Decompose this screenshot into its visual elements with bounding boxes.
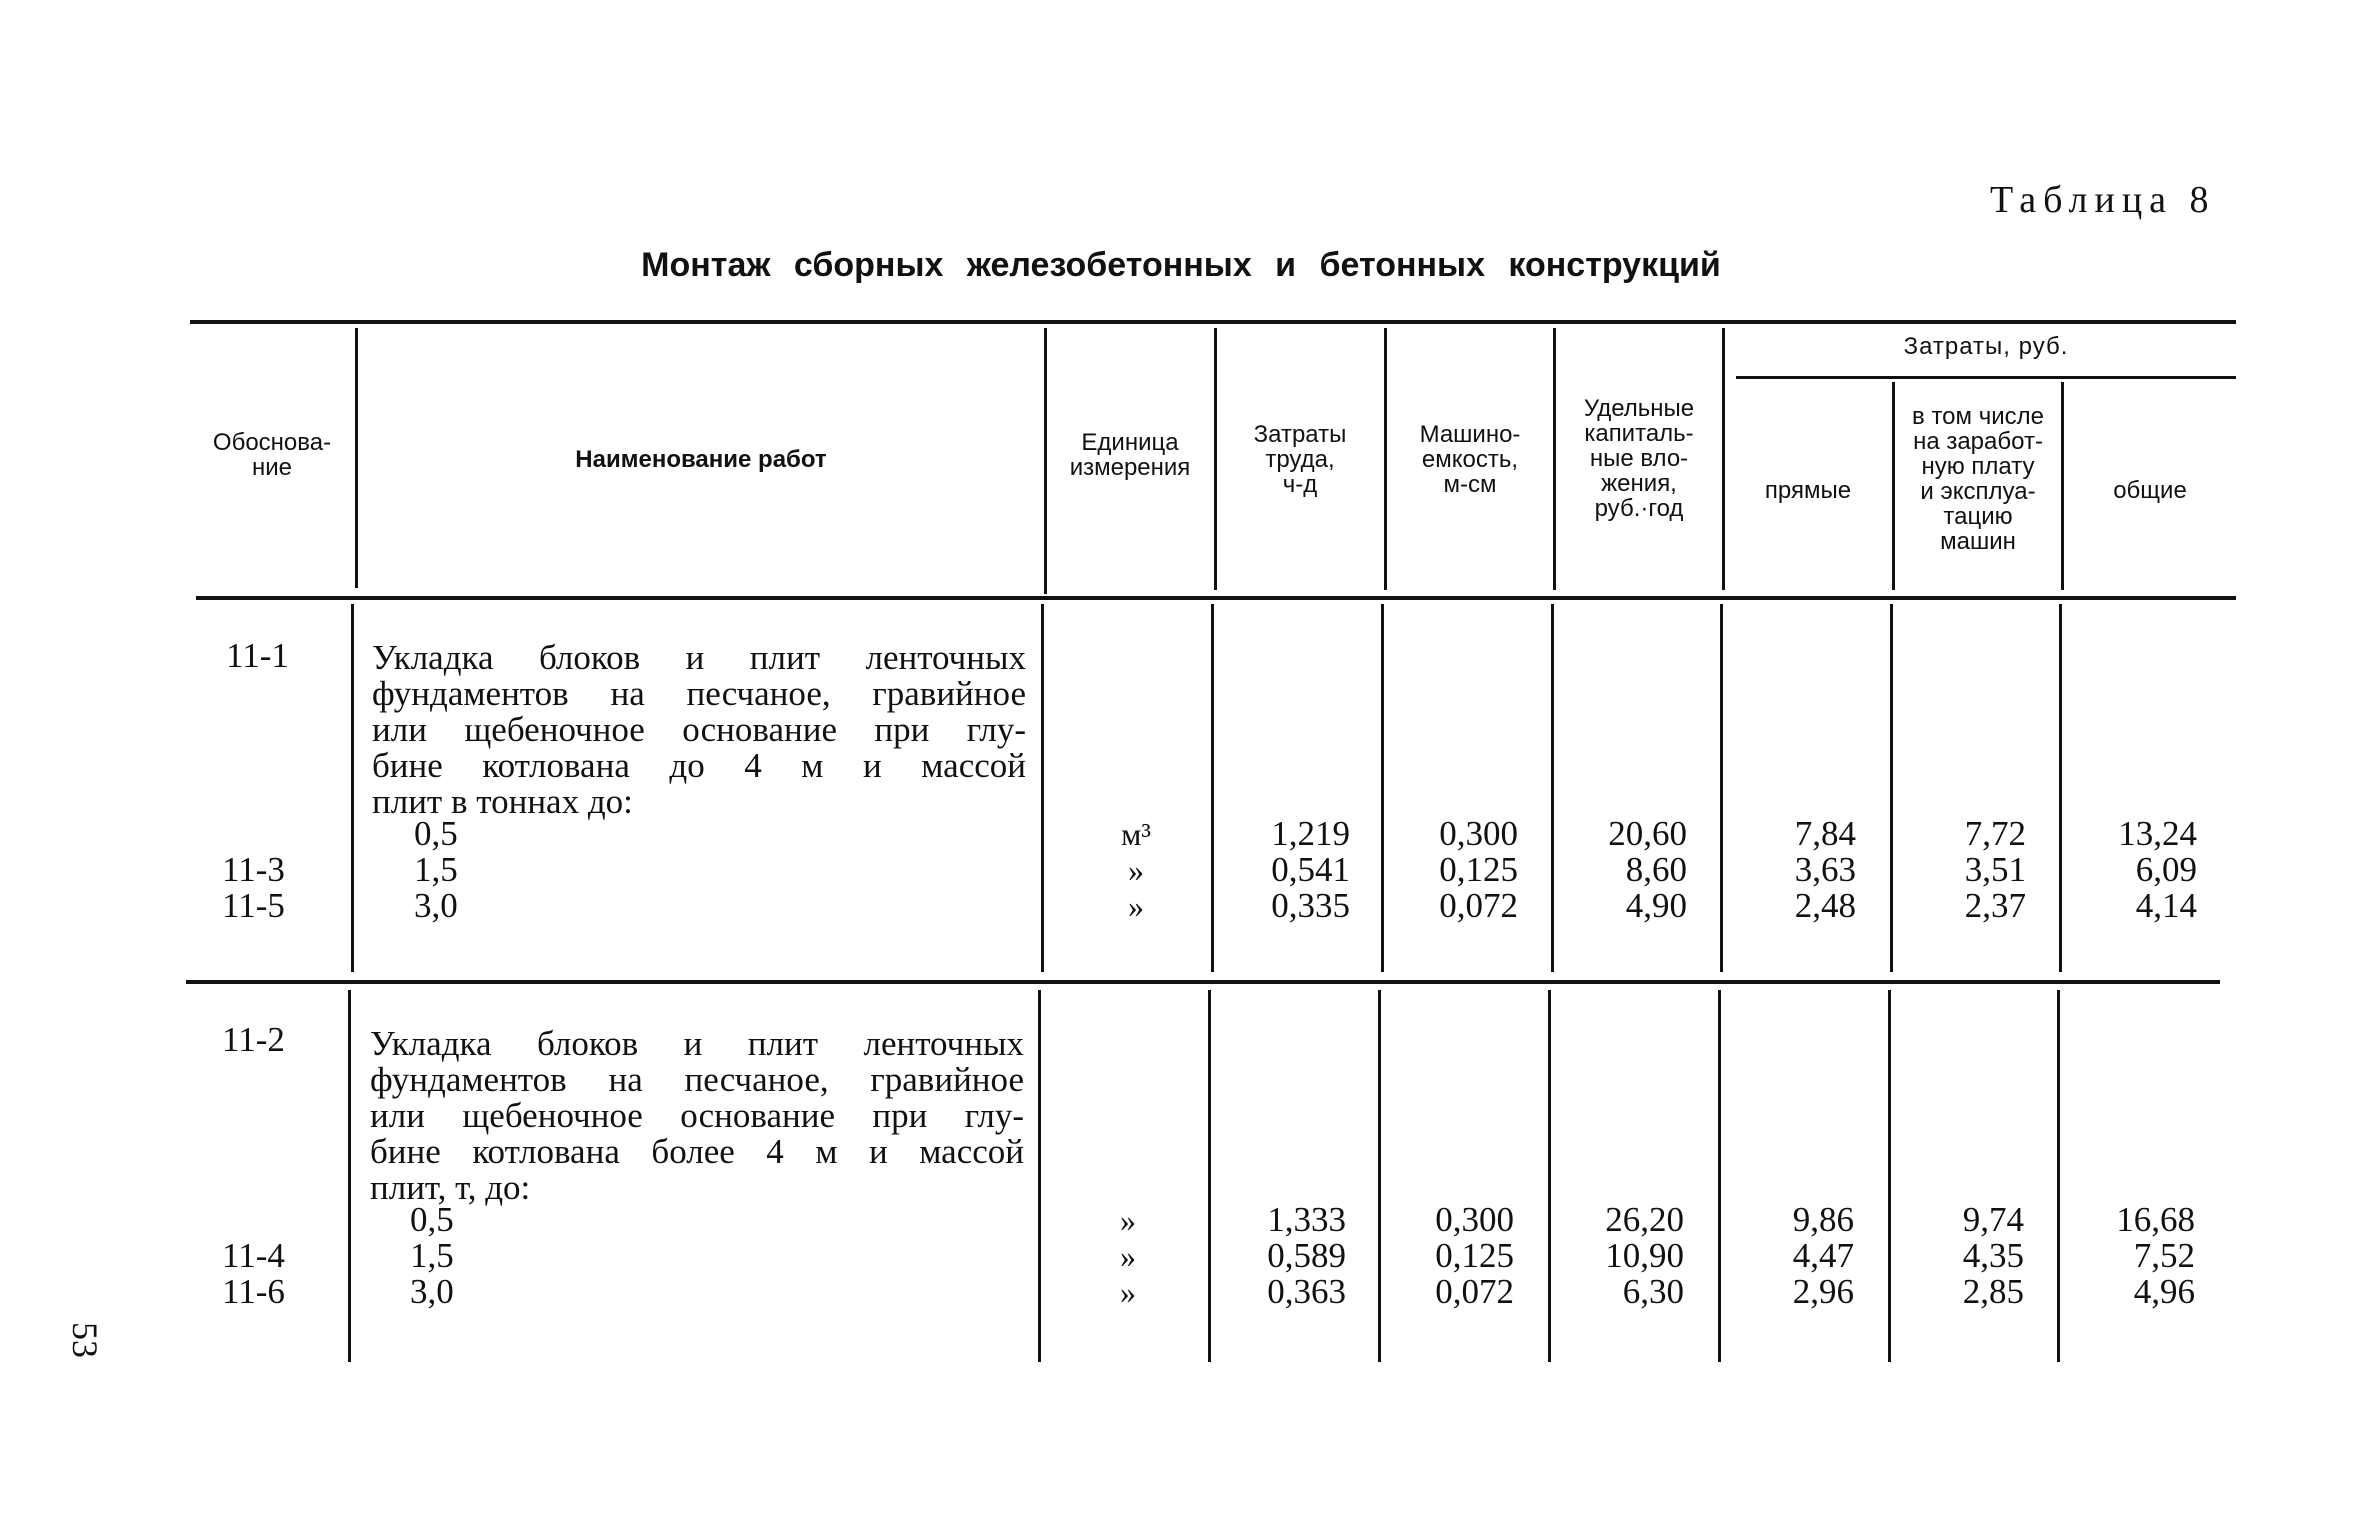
table-row-size: 0,5 [414,814,458,853]
costs-group-rule [1736,376,2236,379]
table-row-machine: 0,072 [1435,1272,1514,1311]
col-divider [1551,604,1554,972]
table-title: Монтаж сборных железобетонных и бетонных конструкций [641,246,1721,284]
col-divider [351,604,354,972]
table-row-machine: 0,125 [1435,1236,1514,1275]
table-row-total: 16,68 [2116,1200,2195,1239]
table-row-capital: 20,60 [1608,814,1687,853]
table-row-unit: м³ [1121,816,1151,852]
col-divider [1548,990,1551,1362]
table-row-direct: 9,86 [1792,1200,1854,1239]
table-row-code: 11-6 [222,1272,285,1311]
table-row-machine: 0,300 [1435,1200,1514,1239]
section-description: Укладка блоков и плит ленточных фундаментов на песчаное, гравийное или щебеночное основание при глу- бине котлована до 4 м и массой плит в тоннах до: [372,638,1026,821]
col-divider [1890,604,1893,972]
col-divider [1384,328,1387,590]
table-row-size: 1,5 [414,850,458,889]
table-row-size: 0,5 [410,1200,454,1239]
table-row-incl: 7,72 [1964,814,2026,853]
table-row-total: 4,96 [2133,1272,2195,1311]
col-divider [1208,990,1211,1362]
table-row-machine: 0,300 [1439,814,1518,853]
section-divider-rule [186,980,2220,984]
table-row-labor: 1,219 [1271,814,1350,853]
col-divider [1211,604,1214,972]
col-divider [1041,604,1044,972]
col-divider [2057,990,2060,1362]
table-row-labor: 0,363 [1267,1272,1346,1311]
table-row-capital: 8,60 [1625,850,1687,889]
page-number: 53 [65,1322,105,1358]
table-row-size: 3,0 [414,886,458,925]
section-description: Укладка блоков и плит ленточных фундаментов на песчаное, гравийное или щебеночное основание при глу- бине котлована более 4 м и массой плит, т, до: [370,1024,1024,1207]
header-total: общие [2113,477,2187,504]
table-row-total: 6,09 [2135,850,2197,889]
col-divider [1892,382,1895,590]
table-row-capital: 6,30 [1622,1272,1684,1311]
table-label: Таблица 8 [1990,179,2216,221]
table-row-total: 13,24 [2118,814,2197,853]
table-row-size: 1,5 [410,1236,454,1275]
table-row-direct: 2,48 [1794,886,1856,925]
table-row-unit: » [1128,888,1144,924]
table-row-capital: 4,90 [1625,886,1687,925]
header-work-name: Наименование работ [575,446,827,473]
col-divider [355,328,358,588]
col-divider [1044,328,1047,594]
table-row-unit: » [1120,1202,1136,1238]
table-row-total: 4,14 [2135,886,2197,925]
col-divider [1718,990,1721,1362]
header-machine: Машино- емкость, м-см [1419,421,1521,498]
header-unit: Единица измерения [1069,429,1191,481]
header-direct: прямые [1764,477,1852,504]
table-row-direct: 4,47 [1792,1236,1854,1275]
col-divider [1381,604,1384,972]
table-row-code: 11-4 [222,1236,285,1275]
col-divider [1214,328,1217,590]
col-divider [2061,382,2064,590]
table-row-incl: 4,35 [1962,1236,2024,1275]
section-code: 11-2 [222,1020,285,1059]
header-basis: Обоснова- ние [212,429,332,481]
table-row-incl: 2,37 [1964,886,2026,925]
col-divider [2059,604,2062,972]
table-row-unit: » [1120,1274,1136,1310]
table-row-code: 11-5 [222,886,285,925]
table-row-incl: 2,85 [1962,1272,2024,1311]
header-labor: Затраты труда, ч-д [1253,421,1347,498]
table-row-labor: 0,589 [1267,1236,1346,1275]
table-row-direct: 7,84 [1794,814,1856,853]
header-costs-group: Затраты, руб. [1903,333,2069,360]
table-row-direct: 3,63 [1794,850,1856,889]
header-capital: Удельные капиталь- ные вло- жения, руб.·год [1583,395,1695,522]
table-row-direct: 2,96 [1792,1272,1854,1311]
col-divider [1378,990,1381,1362]
col-divider [1720,604,1723,972]
table-row-labor: 0,541 [1271,850,1350,889]
table-row-incl: 3,51 [1964,850,2026,889]
table-row-labor: 0,335 [1271,886,1350,925]
table-row-machine: 0,125 [1439,850,1518,889]
header-incl-wages: в том числе на заработ- ную плату и эксплуа- тацию машин [1912,403,2044,555]
table-row-capital: 10,90 [1605,1236,1684,1275]
table-row-labor: 1,333 [1267,1200,1346,1239]
col-divider [1888,990,1891,1362]
col-divider [1038,990,1041,1362]
col-divider [348,990,351,1362]
table-row-capital: 26,20 [1605,1200,1684,1239]
col-divider [1722,328,1725,590]
table-row-incl: 9,74 [1962,1200,2024,1239]
col-divider [1553,328,1556,590]
table-row-unit: » [1128,852,1144,888]
table-top-rule [190,320,2236,324]
section-code: 11-1 [226,636,289,675]
header-bottom-rule [196,596,2236,600]
table-row-unit: » [1120,1238,1136,1274]
table-row-code: 11-3 [222,850,285,889]
table-row-machine: 0,072 [1439,886,1518,925]
table-row-size: 3,0 [410,1272,454,1311]
table-row-total: 7,52 [2133,1236,2195,1275]
